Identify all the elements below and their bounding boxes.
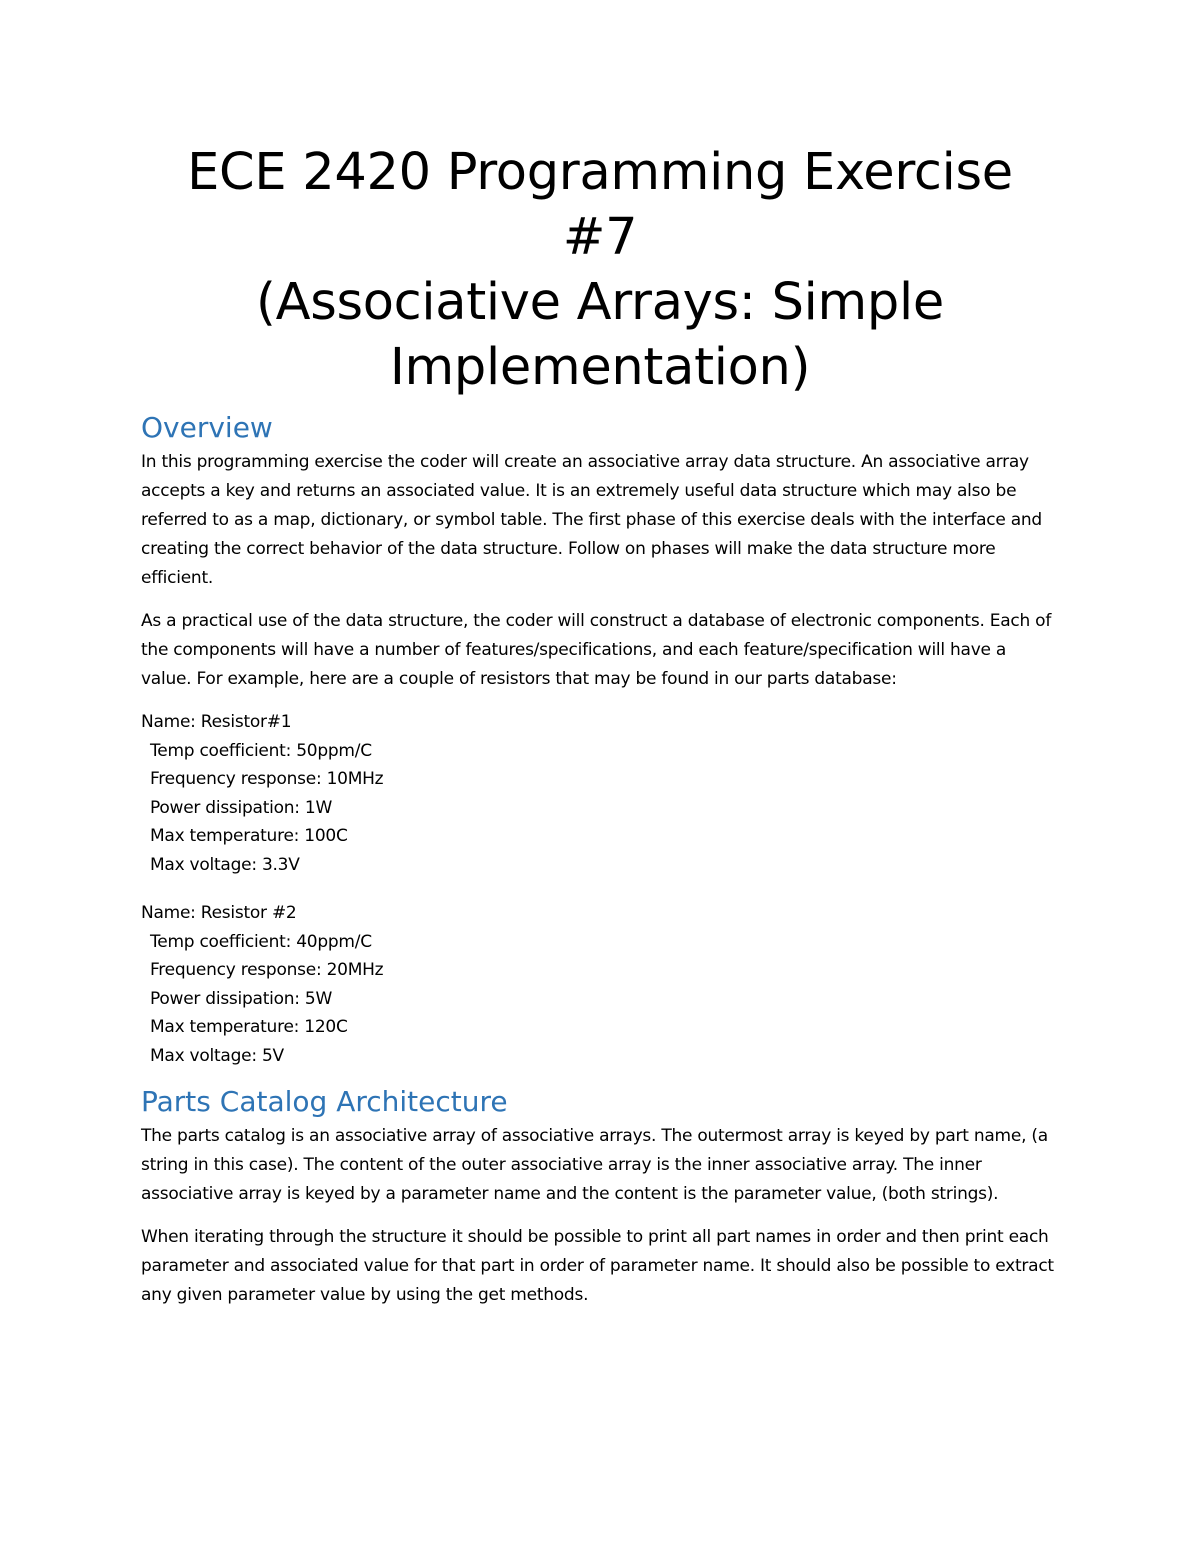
resistor-2-frequency-response: Frequency response: 20MHz bbox=[150, 960, 384, 980]
resistor-1-name: Name: Resistor#1 bbox=[141, 712, 292, 732]
document-content bbox=[141, 140, 1059, 1324]
overview-paragraph-1: In this programming exercise the coder will create an associative array data structure. An associative array accepts a key and returns an associated value. It is an extremely useful data structure which may also be referred to as a map, dictionary, or symbol table. The first phase of this exercise deals with the interface and creating the correct behavior of the data structure. Follow on phases will make the data structure more efficient. bbox=[141, 452, 1042, 588]
resistor-2-max-temperature: Max temperature: 120C bbox=[150, 1017, 348, 1037]
resistor-1-spec bbox=[141, 708, 1059, 879]
resistor-2-spec bbox=[141, 899, 1059, 1070]
architecture-paragraph-1: The parts catalog is an associative array of associative arrays. The outermost array is keyed by part name, (a string in this case). The content of the outer associative array is the inner associative array. The inner associative array is keyed by a parameter name and the content is the parameter value, (both strings). bbox=[141, 1126, 1048, 1204]
title-line-4: Implementation) bbox=[389, 338, 811, 397]
title-line-3: (Associative Arrays: Simple bbox=[256, 273, 944, 332]
resistor-1-max-voltage: Max voltage: 3.3V bbox=[150, 854, 300, 875]
document-title bbox=[141, 140, 1059, 400]
architecture-paragraph-2: When iterating through the structure it should be possible to print all part names in order and then print each parameter and associated value for that part in order of parameter name. It should also be possible to extract any given parameter value by using the get methods. bbox=[141, 1227, 1054, 1305]
resistor-2-name: Name: Resistor #2 bbox=[141, 903, 297, 923]
resistor-1-power-dissipation: Power dissipation: 1W bbox=[150, 797, 333, 818]
overview-heading: Overview bbox=[141, 411, 273, 444]
resistor-2-max-voltage: Max voltage: 5V bbox=[150, 1045, 284, 1066]
resistor-2-power-dissipation: Power dissipation: 5W bbox=[150, 988, 333, 1009]
resistor-1-max-temperature: Max temperature: 100C bbox=[150, 826, 348, 846]
overview-paragraph-2: As a practical use of the data structure, the coder will construct a database of electronic components. Each of the components will have a number of features/specifications, and each feature/specification will have a value. For example, here are a couple of resistors that may be found in our parts database: bbox=[141, 611, 1052, 689]
resistor-1-frequency-response: Frequency response: 10MHz bbox=[150, 769, 384, 789]
title-line-2: #7 bbox=[562, 208, 638, 267]
parts-catalog-architecture-heading: Parts Catalog Architecture bbox=[141, 1085, 508, 1118]
resistor-2-temp-coefficient: Temp coefficient: 40ppm/C bbox=[150, 931, 372, 952]
title-line-1: ECE 2420 Programming Exercise bbox=[187, 143, 1013, 202]
resistor-1-temp-coefficient: Temp coefficient: 50ppm/C bbox=[150, 740, 372, 761]
